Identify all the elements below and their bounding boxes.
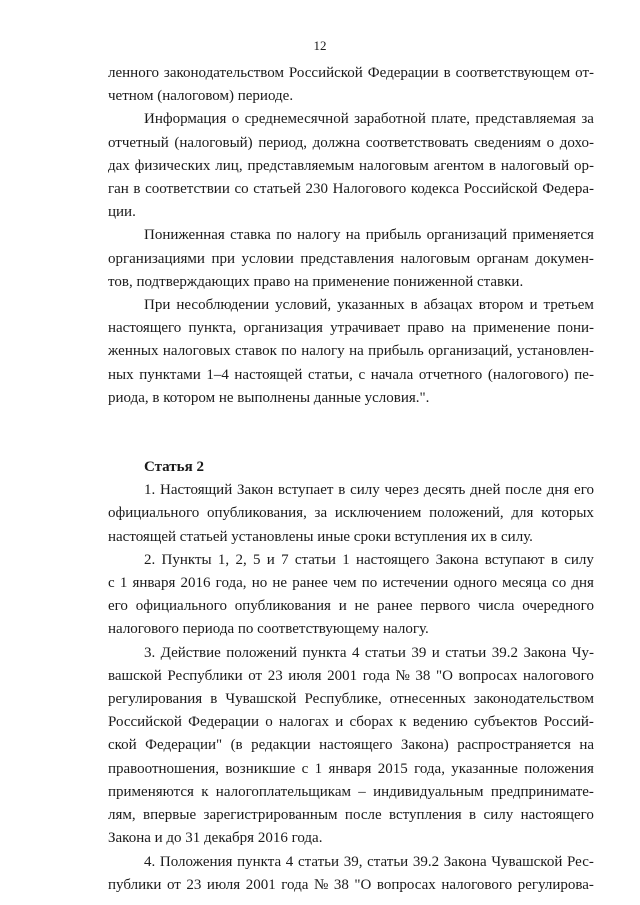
text-line: 2. Пункты 1, 2, 5 и 7 статьи 1 настоящего Закона вступают в силу [144,551,594,568]
text-line: настоящей статьей установлены иные сроки вступления их в силу. [108,528,533,545]
text-line: настоящего пункта, организация утрачивает право на применение пони- [108,320,594,337]
document-body [108,62,594,897]
text-line: Информация о среднемесячной заработной плате, представляемая за [144,111,594,128]
text-line: организациями при условии представления налоговым органам докумен- [108,250,594,267]
text-line: дах физических лиц, представляемым налоговым агентом в налоговый ор- [108,157,594,174]
text-line: с 1 января 2016 года, но не ранее чем по истечении одного месяца со дня [108,575,594,592]
article-heading: Статья 2 [144,459,204,476]
text-line: четном (налоговом) периоде. [108,88,294,105]
text-line: При несоблюдении условий, указанных в абзацах втором и третьем [144,297,594,314]
text-line: Закона и до 31 декабря 2016 года. [108,830,323,847]
text-line: женных налоговых ставок по налогу на прибыль организаций, установлен- [108,343,594,360]
text-line: ции. [108,204,136,221]
text-line: 4. Положения пункта 4 статьи 39, статьи 39.2 Закона Чувашской Рес- [144,853,594,870]
text-line: 3. Действие положений пункта 4 статьи 39 и статьи 39.2 Закона Чу- [144,644,594,661]
article-1-continuation [108,62,594,410]
text-line: публики от 23 июля 2001 года № 38 "О вопросах налогового регулирова- [108,876,594,893]
text-line: его официального опубликования и не ранее первого числа очередного [108,598,594,615]
text-line: риода, в котором не выполнены данные условия.". [108,389,430,406]
text-line: ленного законодательством Российской Федерации в соответствующем от- [108,65,594,81]
text-line: Пониженная ставка по налогу на прибыль организаций применяется [144,227,594,244]
text-line: официального опубликования, за исключением положений, для которых [108,505,594,522]
text-line: тов, подтверждающих право на применение пониженной ставки. [108,273,524,290]
text-line: регулирования в Чувашской Республике, отнесенных законодательством [108,691,594,708]
text-line: Российской Федерации о налогах и сборах к ведению субъектов Россий- [108,714,594,731]
text-line: отчетный (налоговый) период, должна соответствовать сведениям о дохо- [108,134,594,151]
text-line: лям, впервые зарегистрированным после вступления в силу настоящего [108,807,594,824]
text-line: 1. Настоящий Закон вступает в силу через десять дней после дня его [144,482,594,499]
article-2-body [108,479,594,897]
text-line: применяются к налогоплательщикам – индивидуальным предпринимате- [108,783,594,800]
text-line: ской Федерации" (в редакции настоящего Закона) распространяется на [108,737,594,754]
text-line: правоотношения, возникшие с 1 января 2015 года, указанные положения [108,760,594,777]
text-line: налогового периода по соответствующему налогу. [108,621,429,638]
text-line: ган в соответствии со статьей 230 Налогового кодекса Российской Федера- [108,181,594,198]
text-line: ных пунктами 1–4 настоящей статьи, с начала отчетного (налогового) пе- [108,366,594,383]
page-number: 12 [313,38,327,53]
section-gap [108,410,594,456]
text-line: вашской Республики от 23 июля 2001 года № 38 "О вопросах налогового [108,667,594,684]
